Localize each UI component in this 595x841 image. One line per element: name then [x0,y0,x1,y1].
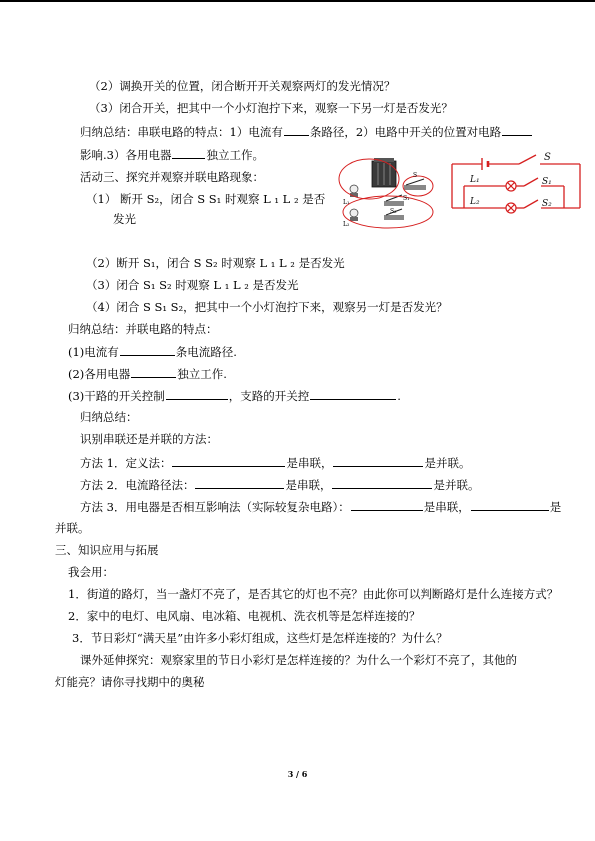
blank-method-3-parallel[interactable] [471,499,549,511]
blank-method-3-series[interactable] [351,499,423,511]
schematic-label-s1: S₁ [542,177,552,187]
line-summary-heading: 归纳总结： [80,410,138,424]
parallel-circuit-schematic [444,152,589,220]
method-1-text-b: 是串联， [286,456,333,470]
photo-label-l2: L₂ [343,221,350,228]
schematic-label-s: S [544,152,551,163]
line-parallel-feature-1 [68,344,237,359]
battery-pack-image [372,158,396,187]
line-parallel-step-3: （3）闭合 S₁ S₂ 时观察 L ₁ L ₂ 是否发光 [86,278,299,292]
blank-parallel-paths[interactable] [120,344,175,356]
photo-label-s1: S₁ [403,195,410,202]
series-summary-text-a: 归纳总结：串联电路的特点：1）电流有 [80,125,283,139]
line-method-3 [80,499,561,514]
section-3-heading: 三、知识应用与拓展 [55,543,159,557]
blank-branch-switch[interactable] [310,388,396,400]
method-2-text-c: 是并联。 [433,478,480,492]
blank-method-1-parallel[interactable] [333,455,423,467]
blank-main-switch[interactable] [166,388,228,400]
feature-2-text-b: 独立工作. [177,367,227,381]
extension-inquiry: 课外延伸探究：观察家里的节日小彩灯是怎样连接的？为什么一个彩灯不亮了，其他的 [80,653,517,667]
question-2: 2．家中的电灯、电风扇、电冰箱、电视机、洗衣机等是怎样连接的？ [68,609,421,623]
blank-method-2-parallel[interactable] [332,477,432,489]
question-1: 1．街道的路灯，当一盏灯不亮了，是否其它的灯也不亮？由此你可以判断路灯是什么连接方式？ [68,587,559,601]
method-1-text-c: 是并联。 [424,456,471,470]
method-2-text-a: 方法 2．电流路径法： [80,478,195,492]
apparatus-photo [336,155,436,233]
page-number: 3 / 6 [287,769,308,779]
line-series-summary [80,124,533,139]
blank-series-paths[interactable] [284,124,309,136]
blank-method-2-series[interactable] [195,477,284,489]
line-parallel-summary: 归纳总结：并联电路的特点： [68,322,218,336]
feature-2-text-a: (2)各用电器 [68,367,131,381]
photo-label-s2: S₂ [390,208,397,215]
page-top-rule [0,0,595,2]
schematic-lamp-l1-icon [506,181,516,191]
line-method-2 [80,477,479,492]
schematic-battery-icon [482,158,488,170]
feature-3-text-b: ，支路的开关控 [228,389,310,403]
blank-switch-effect[interactable] [502,124,532,136]
line-parallel-step-1: （1） 断开 S₂，闭合 S S₁ 时观察 L ₁ L ₂ 是否 [86,192,326,206]
question-3: 3．节日彩灯“满天星”由许多小彩灯组成，这些灯是怎样连接的？为什么？ [72,631,448,645]
method-1-text-a: 方法 1．定义法： [80,456,172,470]
blank-method-1-series[interactable] [172,455,285,467]
line-parallel-step-1-cont: 发光 [113,212,136,226]
line-parallel-feature-3 [68,388,401,403]
feature-1-text-a: (1)电流有 [68,345,119,359]
line-parallel-step-2: （2）断开 S₁，闭合 S S₂ 时观察 L ₁ L ₂ 是否发光 [86,256,345,270]
series-summary-text-d: 独立工作。 [206,148,264,162]
line-series-step-3: （3）闭合开关，把其中一个小灯泡拧下来，观察一下另一灯是否发光？ [89,101,453,115]
line-series-step-2: （2）调换开关的位置，闭合断开开关观察两灯的发光情况？ [89,79,396,93]
feature-3-text-c: . [397,389,401,403]
line-method-3-cont: 并联。 [55,521,90,535]
line-identify-methods: 识别串联还是并联的方法： [80,432,218,446]
line-series-summary-cont [80,147,264,162]
photo-label-s: S [413,172,418,179]
series-summary-text-b: 条路径，2）电路中开关的位置对电路 [309,125,502,139]
blank-series-independent[interactable] [172,147,205,159]
feature-3-text-a: (3)干路的开关控制 [68,389,165,403]
schematic-label-s2: S₂ [542,199,552,209]
photo-label-l1: L₁ [343,199,350,206]
series-summary-text-c: 影响.3）各用电器 [80,148,172,162]
blank-parallel-independent[interactable] [131,366,176,378]
method-3-text-c: 是 [549,500,562,514]
bulb-l2-image [350,209,358,221]
line-parallel-feature-2 [68,366,227,381]
extension-inquiry-cont: 灯能亮？请你寻找期中的奥秘 [55,675,205,689]
feature-1-text-b: 条电流路径. [175,345,237,359]
line-parallel-step-4: （4）闭合 S S₁ S₂，把其中一个小灯泡拧下来，观察另一灯是否发光？ [86,300,448,314]
line-method-1 [80,455,470,470]
method-3-text-a: 方法 3．用电器是否相互影响法（实际较复杂电路）： [80,500,350,514]
schematic-lamp-l2-icon [506,203,516,213]
line-activity-3: 活动三、探究并观察并联电路现象： [80,170,264,184]
method-3-text-b: 是串联， [423,500,470,514]
schematic-label-l1: L₁ [470,175,480,185]
schematic-label-l2: L₂ [470,197,480,207]
line-i-can-use: 我会用： [68,565,114,579]
method-2-text-b: 是串联， [285,478,332,492]
